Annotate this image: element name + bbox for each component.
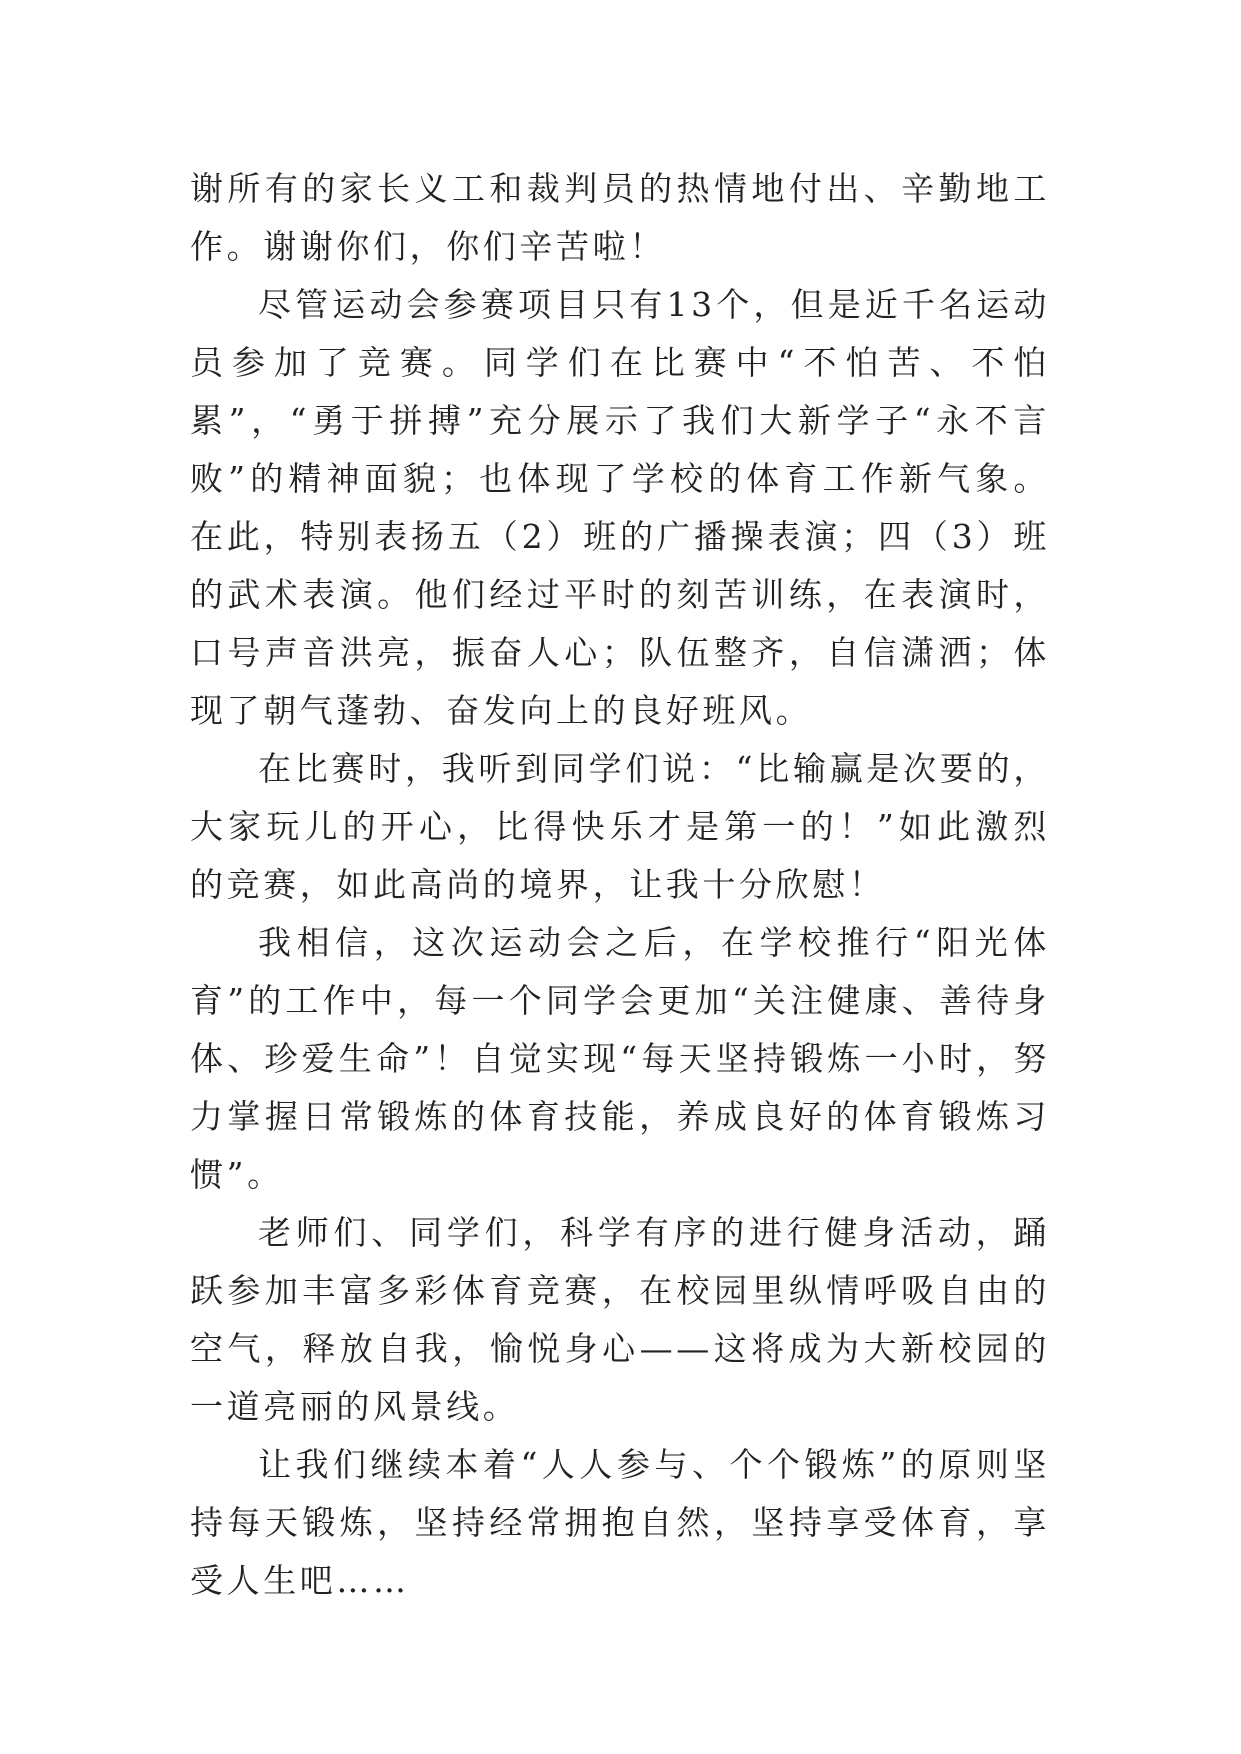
paragraph-6: 让我们继续本着“人人参与、个个锻炼”的原则坚持每天锻炼，坚持经常拥抱自然，坚持享受体育，享受人生吧…… [190,1445,1050,1600]
paragraph-2: 尽管运动会参赛项目只有13个，但是近千名运动员参加了竞赛。同学们在比赛中“不怕苦、不怕累”，“勇于拼搏”充分展示了我们大新学子“永不言败”的精神面貌；也体现了学校的体育工作新气象。在此，特别表扬五（2）班的广播操表演；四（3）班的武术表演。他们经过平时的刻苦训练，在表演时，口号声音洪亮，振奋人心；队伍整齐，自信潇洒；体现了朝气蓬勃、奋发向上的良好班风。 [190,285,1050,730]
paragraph-5: 老师们、同学们，科学有序的进行健身活动，踊跃参加丰富多彩体育竞赛，在校园里纵情呼吸自由的空气，释放自我，愉悦身心——这将成为大新校园的一道亮丽的风景线。 [190,1213,1050,1426]
paragraph-3: 在比赛时，我听到同学们说：“比输赢是次要的，大家玩儿的开心，比得快乐才是第一的！”如此激烈的竞赛，如此高尚的境界，让我十分欣慰！ [190,749,1050,904]
paragraph-1: 谢所有的家长义工和裁判员的热情地付出、辛勤地工作。谢谢你们，你们辛苦啦！ [190,169,1050,266]
paragraph-4: 我相信，这次运动会之后，在学校推行“阳光体育”的工作中，每一个同学会更加“关注健康、善待身体、珍爱生命”！自觉实现“每天坚持锻炼一小时，努力掌握日常锻炼的体育技能，养成良好的体育锻炼习惯”。 [190,923,1050,1194]
document-body [190,160,1050,1610]
